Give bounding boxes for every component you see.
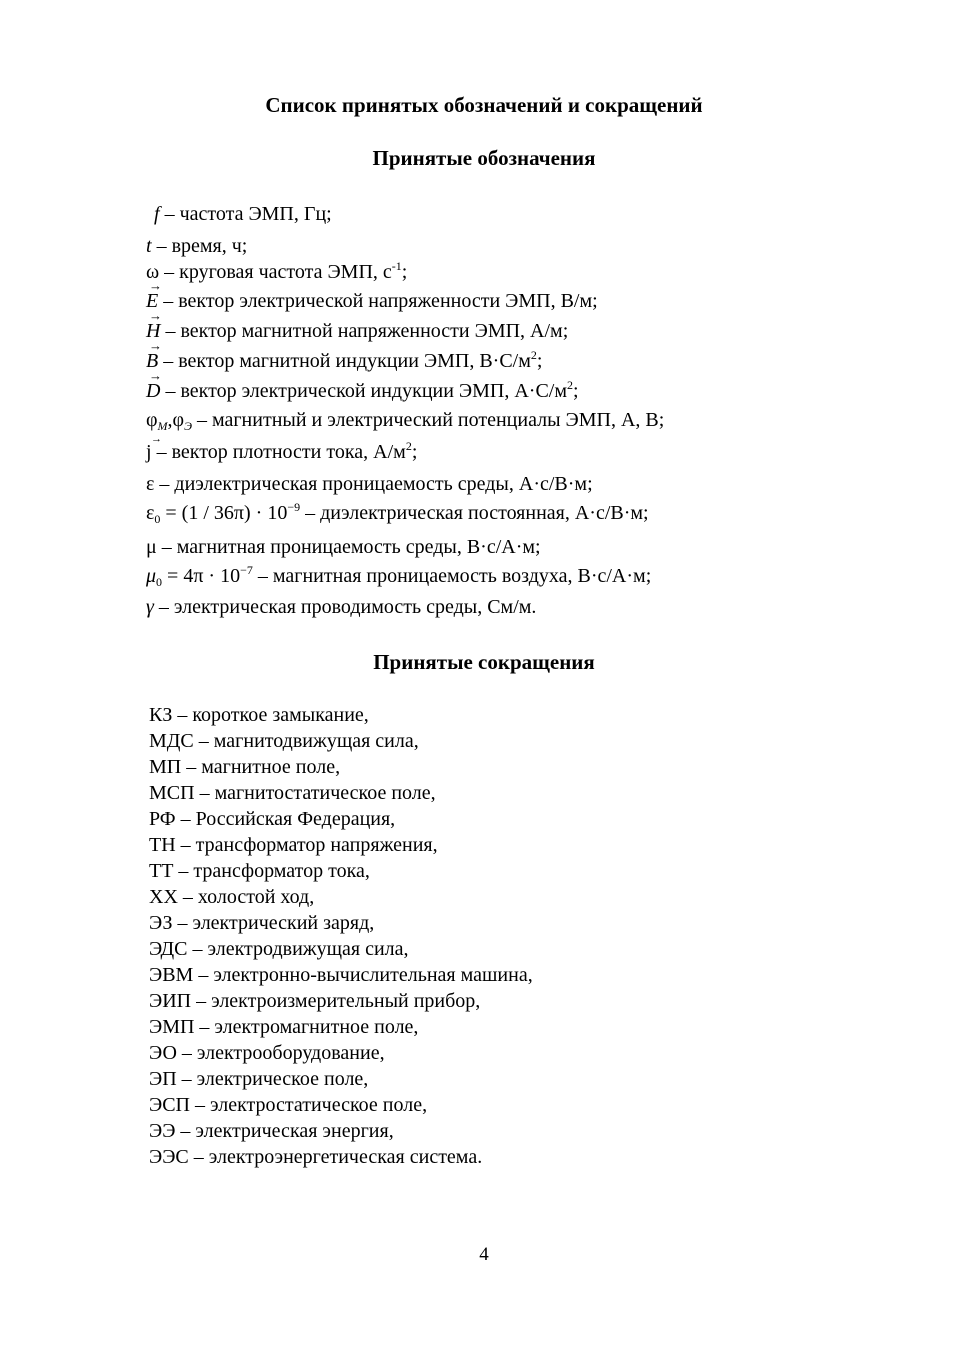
notation-item [146, 473, 593, 496]
notation-text: – магнитная проницаемость среды, В·с/А·м; [156, 536, 541, 558]
page-title: Список принятых обозначений и сокращений [265, 93, 703, 117]
notation-sup: −9 [287, 500, 301, 514]
notation-symbol: γ [146, 596, 154, 618]
list-item: КЗ – короткое замыкание, [149, 704, 369, 726]
notation-item [146, 261, 407, 284]
notation-text: – магнитная проницаемость воздуха, В·с/А·м; [252, 565, 652, 587]
notation-symbol: μ [146, 536, 157, 558]
notation-tail: ; [536, 350, 543, 372]
notation-item [146, 565, 651, 588]
page-number: 4 [479, 1244, 489, 1265]
notation-text: – магнитный и электрический потенциалы ЭМП, А, В; [191, 409, 665, 431]
list-item: ЭДС – электродвижущая сила, [149, 938, 409, 960]
notation-item [146, 596, 536, 619]
list-item: ЭО – электрооборудование, [149, 1042, 385, 1064]
notation-sup: 2 [567, 378, 574, 392]
notation-symbol: ε [146, 502, 155, 524]
notation-text: – вектор плотности тока, А/м [151, 441, 406, 463]
notation-item [146, 441, 417, 464]
notation-symbol-2: φ [172, 409, 185, 431]
notation-text: – время, ч; [151, 235, 248, 257]
notation-text: – вектор электрической индукции ЭМП, А·С/м [160, 380, 568, 402]
notation-formula: = (1 / 36π) · 10 [160, 502, 288, 524]
list-item: ЭВМ – электронно-вычислительная машина, [149, 964, 533, 986]
notation-item [146, 235, 247, 258]
notation-text: – вектор магнитной напряженности ЭМП, А/м; [160, 320, 569, 342]
notation-symbol: → H [146, 320, 160, 343]
notation-symbol: ω [146, 261, 160, 283]
notation-symbol: t [146, 235, 152, 257]
notation-symbol: j → [146, 441, 152, 464]
notation-text: – частота ЭМП, Гц; [159, 203, 332, 225]
notation-tail: ; [411, 441, 418, 463]
notation-text: – диэлектрическая проницаемость среды, А·с/В·м; [154, 473, 593, 495]
notation-symbol: → E [146, 290, 158, 313]
list-item: ЭЭС – электроэнергетическая система. [149, 1146, 483, 1168]
notation-item [154, 203, 332, 226]
notation-item [146, 536, 541, 559]
notation-symbol: f [154, 203, 160, 225]
notation-sub: 0 [156, 575, 163, 589]
list-item: РФ – Российская Федерация, [149, 808, 396, 830]
list-item: МСП – магнитостатическое поле, [149, 782, 436, 804]
notation-item [146, 320, 568, 343]
notation-sup: −7 [240, 563, 253, 577]
notation-symbol: μ [146, 565, 157, 587]
notation-text: – круговая частота ЭМП, с [159, 261, 392, 283]
notation-text: – диэлектрическая постоянная, А·с/В·м; [300, 502, 649, 524]
list-item: ТН – трансформатор напряжения, [149, 834, 438, 856]
notation-sup: -1 [391, 259, 402, 273]
notation-item [146, 502, 649, 525]
notation-text: – вектор магнитной индукции ЭМП, В·С/м [158, 350, 531, 372]
notation-tail: ; [401, 261, 408, 283]
notation-text: – электрическая проводимость среды, См/м. [153, 596, 537, 618]
list-item: ЭЭ – электрическая энергия, [149, 1120, 394, 1142]
abbreviations-heading: Принятые сокращения [373, 650, 595, 674]
list-item: ЭЗ – электрический заряд, [149, 912, 375, 934]
notation-sub: 0 [154, 512, 161, 526]
notation-text: – вектор электрической напряженности ЭМП, В/м; [158, 290, 598, 312]
notation-sup: 2 [530, 348, 537, 362]
list-item: ЭСП – электростатическое поле, [149, 1094, 428, 1116]
list-item: ТТ – трансформатор тока, [149, 860, 370, 882]
notation-formula: = 4π · 10 [162, 565, 241, 587]
list-item: ХХ – холостой ход, [149, 886, 315, 908]
notation-item [146, 290, 598, 313]
notation-sup: 2 [405, 439, 412, 453]
notation-item [146, 350, 542, 373]
notation-item: $\varphi_М,\varphi_Э$ – магнитный и электрический потенциалы ЭМП, А, В; [146, 409, 665, 433]
notation-symbol: φ [146, 409, 158, 431]
notation-tail: ; [573, 380, 579, 402]
notation-sub-2: Э [184, 419, 192, 433]
notations-heading: Принятые обозначения [372, 146, 596, 170]
list-item: МДС – магнитодвижущая сила, [149, 730, 419, 752]
list-item: ЭИП – электроизмерительный прибор, [149, 990, 481, 1012]
notation-sub: М [157, 419, 168, 433]
notation-item [146, 380, 579, 403]
abbreviations-list [149, 702, 533, 1170]
list-item: МП – магнитное поле, [149, 756, 341, 778]
notation-symbol: → D [146, 380, 160, 403]
list-item: ЭП – электрическое поле, [149, 1068, 369, 1090]
list-item: ЭМП – электромагнитное поле, [149, 1016, 419, 1038]
notation-symbol: ε [146, 473, 155, 495]
notation-symbol: → B [146, 350, 158, 373]
